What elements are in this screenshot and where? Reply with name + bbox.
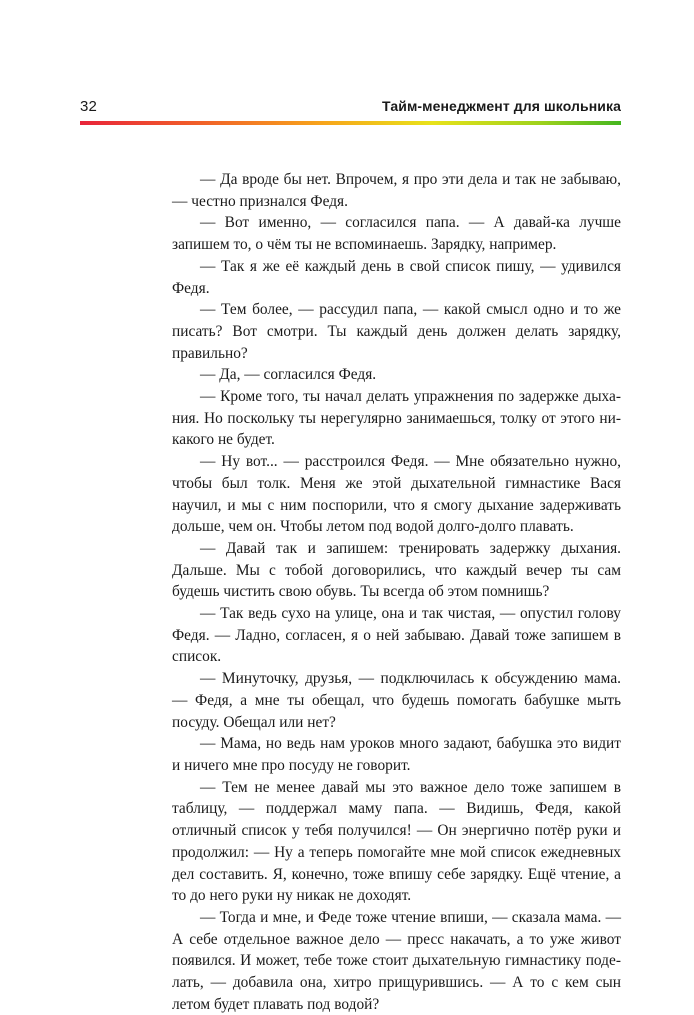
paragraph: — Да вроде бы нет. Впрочем, я про эти дела и так не забываю, — честно признался Федя. <box>172 171 621 210</box>
paragraph: — Так я же её каждый день в свой список пишу, — удивился Федя. <box>172 257 621 297</box>
body-text <box>172 169 621 1015</box>
paragraph: — Да, — согласился Федя. <box>200 366 377 384</box>
paragraph: — Тогда и мне, и Феде тоже чтение впиши, — сказала мама. — А себе отдельное важное дело — пресс накачать, а то уже живот появился. И может, тебе тоже стоит дыхательную гимнастику поделать, — добавила она, хитро прищурившись. — А то с кем сын летом будет плавать под водой? <box>172 908 621 1013</box>
paragraph: — Ну вот... — расстроился Федя. — Мне обязательно нужно, чтобы был толк. Меня же этой дыхательной гимнастике Вася научил, и мы с ним поспорили, что я смогу дыхание задерживать дольше, чем он. Чтобы летом под водой долго-долго плавать. <box>172 453 621 536</box>
paragraph: — Вот именно, — согласился папа. — А давай-ка лучше запишем то, о чём ты не вспоминаешь. Зарядку, например. <box>172 214 621 254</box>
running-title: Тайм-менеджмент для школьника <box>382 98 621 114</box>
paragraph: — Мама, но ведь нам уроков много задают, бабушка это видит и ничего мне про посуду не говорит. <box>172 735 621 774</box>
paragraph: — Давай так и запишем: тренировать задержку дыхания. Дальше. Мы с тобой договорились, что каждый вечер ты сам будешь чистить свою обувь. Ты всегда об этом помнишь? <box>172 539 621 601</box>
paragraph: — Тем не менее давай мы это важное дело тоже запишем в таблицу, — поддержал маму папа. — Видишь, Федя, какой отличный список у тебя получился! — Он энергично потёр руки и продолжил: — Ну а теперь помогайте мне мой список ежедневных дел составить. Я, конечно, тоже впишу себе зарядку. Ещё чтение, а то до него руки ну никак не доходят. <box>172 778 621 905</box>
paragraph: — Минуточку, друзья, — подключилась к обсуждению мама. — Федя, а мне ты обещал, что будешь помогать бабушке мыть посуду. Обещал или нет? <box>172 670 621 731</box>
paragraph: — Так ведь сухо на улице, она и так чистая, — опустил голову Федя. — Ладно, согласен, я о ней забываю. Давай тоже запишем в список. <box>172 605 621 666</box>
page-number: 32 <box>80 98 98 115</box>
header-gradient-rule <box>80 121 621 125</box>
paragraph: — Тем более, — рассудил папа, — какой смысл одно и то же писать? Вот смотри. Ты каждый день должен делать зарядку, правильно? <box>172 301 621 362</box>
paragraph: — Кроме того, ты начал делать упражнения по задержке дыхания. Но поскольку ты нерегулярно занимаешься, толку от этого никакого не будет. <box>172 388 621 449</box>
